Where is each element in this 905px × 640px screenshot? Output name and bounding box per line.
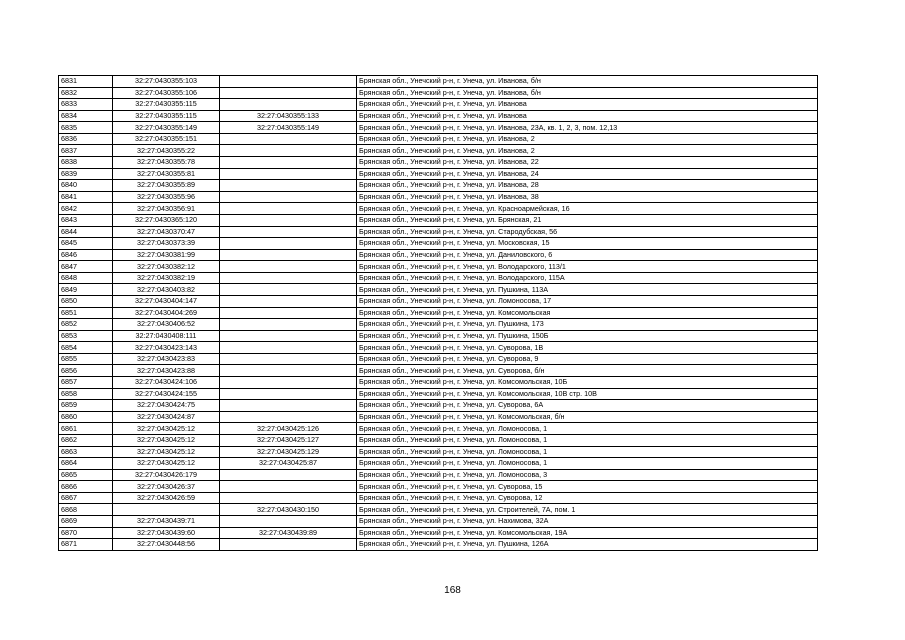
object-cadastral-number-cell: 32:27:0430425:126 xyxy=(220,423,357,435)
cadastral-number-cell: 32:27:0430439:60 xyxy=(113,527,220,539)
address-cell: Брянская обл., Унечский р-н, г. Унеча, ул. Пушкина, 126А xyxy=(357,539,818,551)
address-cell: Брянская обл., Унечский р-н, г. Унеча, ул. Красноармейская, 16 xyxy=(357,203,818,215)
table-row xyxy=(59,527,818,539)
object-cadastral-number-cell xyxy=(220,353,357,365)
row-number-cell: 6845 xyxy=(59,238,113,250)
address-cell: Брянская обл., Унечский р-н, г. Унеча, ул. Пушкина, 150Б xyxy=(357,330,818,342)
object-cadastral-number-cell xyxy=(220,272,357,284)
address-cell: Брянская обл., Унечский р-н, г. Унеча, ул. Иванова xyxy=(357,110,818,122)
cadastral-number-cell: 32:27:0430448:56 xyxy=(113,539,220,551)
row-number-cell: 6865 xyxy=(59,469,113,481)
cadastral-number-cell: 32:27:0430426:37 xyxy=(113,481,220,493)
row-number-cell: 6859 xyxy=(59,400,113,412)
table-row xyxy=(59,76,818,88)
row-number-cell: 6834 xyxy=(59,110,113,122)
address-cell: Брянская обл., Унечский р-н, г. Унеча, ул. Нахимова, 32А xyxy=(357,515,818,527)
table-row xyxy=(59,330,818,342)
cadastral-number-cell: 32:27:0430355:78 xyxy=(113,157,220,169)
address-cell: Брянская обл., Унечский р-н, г. Унеча, ул. Ломоносова, 3 xyxy=(357,469,818,481)
row-number-cell: 6838 xyxy=(59,157,113,169)
object-cadastral-number-cell xyxy=(220,168,357,180)
table-row xyxy=(59,539,818,551)
object-cadastral-number-cell xyxy=(220,307,357,319)
cadastral-number-cell: 32:27:0430356:91 xyxy=(113,203,220,215)
object-cadastral-number-cell xyxy=(220,295,357,307)
cadastral-number-cell: 32:27:0430382:19 xyxy=(113,272,220,284)
cadastral-number-cell: 32:27:0430355:103 xyxy=(113,76,220,88)
table-row xyxy=(59,133,818,145)
row-number-cell: 6857 xyxy=(59,377,113,389)
cadastral-number-cell: 32:27:0430355:81 xyxy=(113,168,220,180)
object-cadastral-number-cell xyxy=(220,214,357,226)
object-cadastral-number-cell xyxy=(220,492,357,504)
row-number-cell: 6861 xyxy=(59,423,113,435)
row-number-cell: 6860 xyxy=(59,411,113,423)
table-row xyxy=(59,238,818,250)
address-cell: Брянская обл., Унечский р-н, г. Унеча, ул. Ломоносова, 1 xyxy=(357,423,818,435)
object-cadastral-number-cell xyxy=(220,180,357,192)
table-row xyxy=(59,504,818,516)
row-number-cell: 6841 xyxy=(59,191,113,203)
row-number-cell: 6867 xyxy=(59,492,113,504)
cadastral-number-cell: 32:27:0430425:12 xyxy=(113,458,220,470)
table-row xyxy=(59,295,818,307)
row-number-cell: 6866 xyxy=(59,481,113,493)
address-cell: Брянская обл., Унечский р-н, г. Унеча, ул. Суворова, 12 xyxy=(357,492,818,504)
table-row xyxy=(59,469,818,481)
object-cadastral-number-cell: 32:27:0430425:129 xyxy=(220,446,357,458)
row-number-cell: 6832 xyxy=(59,87,113,99)
object-cadastral-number-cell xyxy=(220,388,357,400)
cadastral-number-cell: 32:27:0430355:151 xyxy=(113,133,220,145)
address-cell: Брянская обл., Унечский р-н, г. Унеча, ул. Стародубская, 56 xyxy=(357,226,818,238)
row-number-cell: 6864 xyxy=(59,458,113,470)
object-cadastral-number-cell xyxy=(220,319,357,331)
row-number-cell: 6862 xyxy=(59,434,113,446)
cadastral-number-cell: 32:27:0430424:75 xyxy=(113,400,220,412)
object-cadastral-number-cell xyxy=(220,330,357,342)
table-row xyxy=(59,180,818,192)
cadastral-number-cell: 32:27:0430355:89 xyxy=(113,180,220,192)
table-row xyxy=(59,377,818,389)
table-row xyxy=(59,481,818,493)
row-number-cell: 6840 xyxy=(59,180,113,192)
cadastral-number-cell: 32:27:0430365:120 xyxy=(113,214,220,226)
cadastral-number-cell: 32:27:0430425:12 xyxy=(113,434,220,446)
object-cadastral-number-cell xyxy=(220,191,357,203)
object-cadastral-number-cell xyxy=(220,342,357,354)
row-number-cell: 6871 xyxy=(59,539,113,551)
cadastral-number-cell: 32:27:0430381:99 xyxy=(113,249,220,261)
cadastral-number-cell: 32:27:0430425:12 xyxy=(113,423,220,435)
address-cell: Брянская обл., Унечский р-н, г. Унеча, ул. Комсомольская, 10В стр. 10В xyxy=(357,388,818,400)
address-cell: Брянская обл., Унечский р-н, г. Унеча, ул. Иванова, 24 xyxy=(357,168,818,180)
cadastral-number-cell: 32:27:0430355:22 xyxy=(113,145,220,157)
table-row xyxy=(59,446,818,458)
cadastral-number-cell: 32:27:0430370:47 xyxy=(113,226,220,238)
object-cadastral-number-cell xyxy=(220,157,357,169)
address-cell: Брянская обл., Унечский р-н, г. Унеча, ул. Суворова, 6А xyxy=(357,400,818,412)
row-number-cell: 6856 xyxy=(59,365,113,377)
table-row xyxy=(59,458,818,470)
address-cell: Брянская обл., Унечский р-н, г. Унеча, ул. Комсомольская, 10Б xyxy=(357,377,818,389)
address-cell: Брянская обл., Унечский р-н, г. Унеча, ул. Комсомольская, б/н xyxy=(357,411,818,423)
cadastral-number-cell: 32:27:0430404:147 xyxy=(113,295,220,307)
table-row xyxy=(59,110,818,122)
row-number-cell: 6833 xyxy=(59,99,113,111)
row-number-cell: 6846 xyxy=(59,249,113,261)
object-cadastral-number-cell xyxy=(220,400,357,412)
object-cadastral-number-cell: 32:27:0430355:149 xyxy=(220,122,357,134)
table-row xyxy=(59,353,818,365)
address-cell: Брянская обл., Унечский р-н, г. Унеча, ул. Иванова, 22 xyxy=(357,157,818,169)
address-cell: Брянская обл., Унечский р-н, г. Унеча, ул. Брянская, 21 xyxy=(357,214,818,226)
object-cadastral-number-cell xyxy=(220,203,357,215)
object-cadastral-number-cell xyxy=(220,365,357,377)
address-cell: Брянская обл., Унечский р-н, г. Унеча, ул. Иванова, б/н xyxy=(357,87,818,99)
row-number-cell: 6835 xyxy=(59,122,113,134)
cadastral-number-cell: 32:27:0430439:71 xyxy=(113,515,220,527)
row-number-cell: 6854 xyxy=(59,342,113,354)
address-cell: Брянская обл., Унечский р-н, г. Унеча, ул. Пушкина, 113А xyxy=(357,284,818,296)
object-cadastral-number-cell xyxy=(220,133,357,145)
cadastral-number-cell: 32:27:0430406:52 xyxy=(113,319,220,331)
address-cell: Брянская обл., Унечский р-н, г. Унеча, ул. Иванова, 2 xyxy=(357,145,818,157)
row-number-cell: 6855 xyxy=(59,353,113,365)
object-cadastral-number-cell xyxy=(220,469,357,481)
row-number-cell: 6853 xyxy=(59,330,113,342)
table-row xyxy=(59,99,818,111)
page-number: 168 xyxy=(444,585,461,596)
table-row xyxy=(59,168,818,180)
object-cadastral-number-cell xyxy=(220,87,357,99)
table-row xyxy=(59,400,818,412)
row-number-cell: 6831 xyxy=(59,76,113,88)
table-row xyxy=(59,191,818,203)
table-row xyxy=(59,388,818,400)
table-row xyxy=(59,284,818,296)
cadastral-number-cell: 32:27:0430424:106 xyxy=(113,377,220,389)
object-cadastral-number-cell: 32:27:0430425:127 xyxy=(220,434,357,446)
object-cadastral-number-cell xyxy=(220,145,357,157)
row-number-cell: 6848 xyxy=(59,272,113,284)
table-row xyxy=(59,492,818,504)
cadastral-number-cell: 32:27:0430423:143 xyxy=(113,342,220,354)
cadastral-number-cell: 32:27:0430355:106 xyxy=(113,87,220,99)
address-cell: Брянская обл., Унечский р-н, г. Унеча, ул. Ломоносова, 17 xyxy=(357,295,818,307)
object-cadastral-number-cell xyxy=(220,377,357,389)
object-cadastral-number-cell xyxy=(220,238,357,250)
property-register-table xyxy=(58,75,818,551)
cadastral-number-cell: 32:27:0430403:82 xyxy=(113,284,220,296)
address-cell: Брянская обл., Унечский р-н, г. Унеча, ул. Володарского, 115А xyxy=(357,272,818,284)
object-cadastral-number-cell xyxy=(220,515,357,527)
object-cadastral-number-cell xyxy=(220,411,357,423)
cadastral-number-cell: 32:27:0430423:83 xyxy=(113,353,220,365)
row-number-cell: 6850 xyxy=(59,295,113,307)
address-cell: Брянская обл., Унечский р-н, г. Унеча, ул. Иванова xyxy=(357,99,818,111)
address-cell: Брянская обл., Унечский р-н, г. Унеча, ул. Володарского, 113/1 xyxy=(357,261,818,273)
table-row xyxy=(59,203,818,215)
table-row xyxy=(59,272,818,284)
object-cadastral-number-cell: 32:27:0430355:133 xyxy=(220,110,357,122)
row-number-cell: 6869 xyxy=(59,515,113,527)
object-cadastral-number-cell: 32:27:0430425:87 xyxy=(220,458,357,470)
row-number-cell: 6849 xyxy=(59,284,113,296)
cadastral-number-cell: 32:27:0430355:149 xyxy=(113,122,220,134)
object-cadastral-number-cell: 32:27:0430439:89 xyxy=(220,527,357,539)
table-row xyxy=(59,342,818,354)
address-cell: Брянская обл., Унечский р-н, г. Унеча, ул. Иванова, б/н xyxy=(357,76,818,88)
address-cell: Брянская обл., Унечский р-н, г. Унеча, ул. Иванова, 2 xyxy=(357,133,818,145)
row-number-cell: 6837 xyxy=(59,145,113,157)
row-number-cell: 6847 xyxy=(59,261,113,273)
object-cadastral-number-cell xyxy=(220,481,357,493)
object-cadastral-number-cell xyxy=(220,249,357,261)
cadastral-number-cell: 32:27:0430355:115 xyxy=(113,110,220,122)
object-cadastral-number-cell xyxy=(220,261,357,273)
address-cell: Брянская обл., Унечский р-н, г. Унеча, ул. Иванова, 38 xyxy=(357,191,818,203)
address-cell: Брянская обл., Унечский р-н, г. Унеча, ул. Суворова, 1В xyxy=(357,342,818,354)
table-row xyxy=(59,411,818,423)
cadastral-number-cell: 32:27:0430373:39 xyxy=(113,238,220,250)
table-row xyxy=(59,87,818,99)
row-number-cell: 6851 xyxy=(59,307,113,319)
object-cadastral-number-cell xyxy=(220,284,357,296)
address-cell: Брянская обл., Унечский р-н, г. Унеча, ул. Суворова, 9 xyxy=(357,353,818,365)
cadastral-number-cell: 32:27:0430355:96 xyxy=(113,191,220,203)
address-cell: Брянская обл., Унечский р-н, г. Унеча, ул. Иванова, 28 xyxy=(357,180,818,192)
table-row xyxy=(59,319,818,331)
address-cell: Брянская обл., Унечский р-н, г. Унеча, ул. Ломоносова, 1 xyxy=(357,446,818,458)
cadastral-number-cell: 32:27:0430426:179 xyxy=(113,469,220,481)
address-cell: Брянская обл., Унечский р-н, г. Унеча, ул. Комсомольская, 19А xyxy=(357,527,818,539)
table-row xyxy=(59,307,818,319)
cadastral-number-cell: 32:27:0430408:111 xyxy=(113,330,220,342)
cadastral-number-cell: 32:27:0430355:115 xyxy=(113,99,220,111)
table-row xyxy=(59,226,818,238)
table-row xyxy=(59,423,818,435)
row-number-cell: 6863 xyxy=(59,446,113,458)
table-row xyxy=(59,365,818,377)
address-cell: Брянская обл., Унечский р-н, г. Унеча, ул. Даниловского, 6 xyxy=(357,249,818,261)
address-cell: Брянская обл., Унечский р-н, г. Унеча, ул. Пушкина, 173 xyxy=(357,319,818,331)
address-cell: Брянская обл., Унечский р-н, г. Унеча, ул. Суворова, 15 xyxy=(357,481,818,493)
cadastral-number-cell: 32:27:0430425:12 xyxy=(113,446,220,458)
row-number-cell: 6842 xyxy=(59,203,113,215)
cadastral-number-cell: 32:27:0430424:155 xyxy=(113,388,220,400)
table-row xyxy=(59,261,818,273)
table-row xyxy=(59,145,818,157)
table-row xyxy=(59,122,818,134)
cadastral-number-cell xyxy=(113,504,220,516)
address-cell: Брянская обл., Унечский р-н, г. Унеча, ул. Иванова, 23А, кв. 1, 2, 3, пом. 12,13 xyxy=(357,122,818,134)
address-cell: Брянская обл., Унечский р-н, г. Унеча, ул. Ломоносова, 1 xyxy=(357,434,818,446)
cadastral-number-cell: 32:27:0430426:59 xyxy=(113,492,220,504)
cadastral-number-cell: 32:27:0430382:12 xyxy=(113,261,220,273)
object-cadastral-number-cell xyxy=(220,76,357,88)
address-cell: Брянская обл., Унечский р-н, г. Унеча, ул. Московская, 15 xyxy=(357,238,818,250)
row-number-cell: 6868 xyxy=(59,504,113,516)
row-number-cell: 6844 xyxy=(59,226,113,238)
row-number-cell: 6858 xyxy=(59,388,113,400)
object-cadastral-number-cell: 32:27:0430430:150 xyxy=(220,504,357,516)
cadastral-number-cell: 32:27:0430404:269 xyxy=(113,307,220,319)
row-number-cell: 6870 xyxy=(59,527,113,539)
row-number-cell: 6852 xyxy=(59,319,113,331)
address-cell: Брянская обл., Унечский р-н, г. Унеча, ул. Ломоносова, 1 xyxy=(357,458,818,470)
cadastral-number-cell: 32:27:0430423:88 xyxy=(113,365,220,377)
cadastral-number-cell: 32:27:0430424:87 xyxy=(113,411,220,423)
row-number-cell: 6836 xyxy=(59,133,113,145)
address-cell: Брянская обл., Унечский р-н, г. Унеча, ул. Суворова, б/н xyxy=(357,365,818,377)
table-row xyxy=(59,515,818,527)
table-row xyxy=(59,249,818,261)
register-table-body xyxy=(59,76,818,551)
row-number-cell: 6843 xyxy=(59,214,113,226)
row-number-cell: 6839 xyxy=(59,168,113,180)
object-cadastral-number-cell xyxy=(220,539,357,551)
address-cell: Брянская обл., Унечский р-н, г. Унеча, ул. Строителей, 7А, пом. 1 xyxy=(357,504,818,516)
table-row xyxy=(59,434,818,446)
object-cadastral-number-cell xyxy=(220,99,357,111)
address-cell: Брянская обл., Унечский р-н, г. Унеча, ул. Комсомольская xyxy=(357,307,818,319)
table-row xyxy=(59,214,818,226)
table-row xyxy=(59,157,818,169)
object-cadastral-number-cell xyxy=(220,226,357,238)
